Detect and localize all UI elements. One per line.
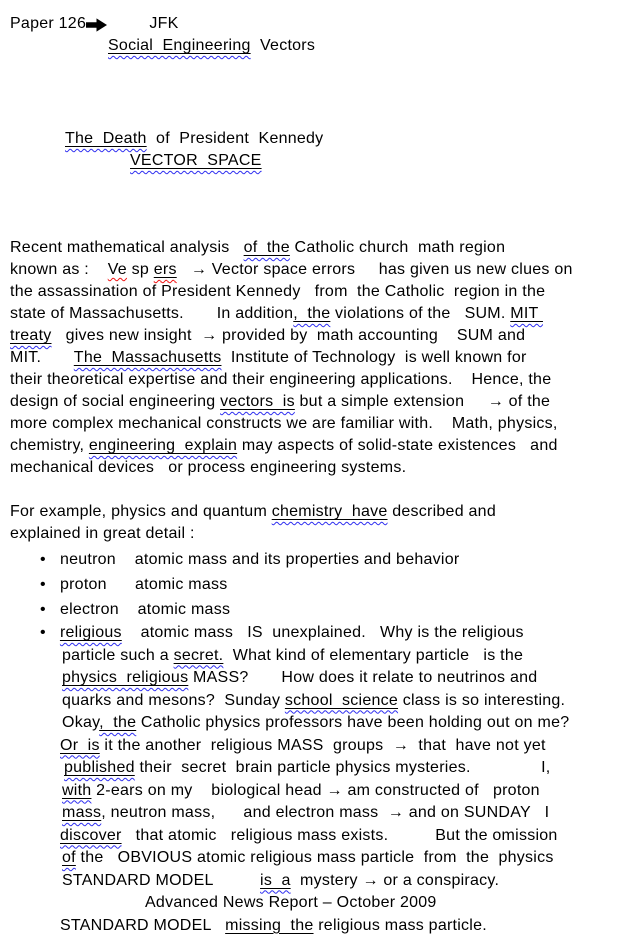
text-segment: but a simple extension → of the	[294, 393, 551, 410]
para1-line-1	[0, 237, 639, 259]
underlined-text	[74, 349, 222, 366]
para1-line-3	[0, 281, 639, 303]
text-segment: known as :	[10, 261, 108, 278]
text-segment: the OBVIOUS atomic religious mass particle from the physics	[75, 849, 554, 866]
grammar-squiggle-text: Or is	[60, 736, 100, 754]
title-line-1	[0, 128, 639, 150]
bullet-religious-line-8	[0, 780, 639, 803]
underlined-text	[108, 37, 251, 54]
underlined-text	[10, 327, 52, 344]
underlined-text	[60, 737, 100, 754]
spelling-squiggle-text: ers	[153, 261, 177, 278]
text-segment: Vectors	[250, 37, 316, 54]
bullet-religious-line-9	[0, 802, 639, 825]
text-segment: more complex mechanical constructs we are familiar with. Math, physics,	[10, 415, 558, 432]
text-segment: MASS? How does it relate to neutrinos and	[188, 669, 538, 686]
para1-line-9	[0, 413, 639, 435]
underlined-text	[62, 804, 101, 821]
para1-line-11	[0, 457, 639, 479]
bullet-religious-line-4	[0, 690, 639, 713]
text-segment: STANDARD MODEL	[62, 871, 261, 889]
text-segment: Institute of Technology is well known for	[221, 349, 527, 366]
para1-line-4	[0, 303, 639, 325]
underlined-text	[244, 239, 290, 256]
text-segment: What kind of elementary particle is the	[223, 646, 524, 664]
grammar-squiggle-text: missing the	[225, 916, 314, 934]
grammar-squiggle-text: vectors is	[220, 393, 295, 410]
text-segment: it the another religious MASS groups → that have not yet	[99, 736, 546, 754]
para1-line-10	[0, 435, 639, 457]
text-segment: of President Kennedy	[146, 130, 324, 147]
bullet-religious-line-12	[0, 870, 639, 893]
grammar-squiggle-text: chemistry have	[271, 503, 388, 520]
text-segment: may aspects of solid-state existences and	[237, 437, 558, 454]
grammar-squiggle-text: Social Engineering	[108, 37, 251, 54]
text-segment: Catholic physics professors have been holding out on me?	[136, 714, 570, 731]
text-segment: •	[40, 624, 60, 641]
underlined-text	[285, 692, 398, 709]
underlined-text	[154, 261, 177, 278]
bullet-religious-line-2	[0, 645, 639, 668]
para2-line-1	[0, 501, 639, 523]
underlined-text	[130, 152, 262, 169]
text-segment: class is so interesting.	[398, 691, 566, 709]
underlined-text	[293, 305, 330, 322]
grammar-squiggle-text: , the	[293, 305, 331, 322]
underlined-text	[62, 669, 188, 686]
grammar-squiggle-text: school science	[284, 691, 399, 709]
text-segment: their secret brain particle physics mysteries. I,	[134, 759, 551, 776]
underlined-text	[62, 849, 76, 866]
para2-line-2	[0, 523, 639, 545]
underlined-text	[89, 437, 237, 454]
grammar-squiggle-text: physics religious	[62, 669, 189, 686]
text-segment: state of Massachusetts. In addition	[10, 305, 294, 322]
bullet-religious-line-5	[0, 712, 639, 735]
grammar-squiggle-text: VECTOR SPACE	[130, 152, 262, 169]
underlined-text	[510, 305, 543, 322]
text-segment: chemistry,	[10, 437, 89, 454]
text-segment: the assassination of President Kennedy from the Catholic region in the	[10, 283, 546, 300]
bullet-religious-line-7	[0, 757, 639, 780]
bullet-religious-line-11	[0, 847, 639, 870]
underlined-text	[60, 624, 122, 641]
grammar-squiggle-text: religious	[59, 624, 122, 641]
grammar-squiggle-text: The Massachusetts	[73, 349, 222, 366]
grammar-squiggle-text: with	[62, 781, 92, 799]
para1-line-7	[0, 369, 639, 391]
underlined-text	[272, 503, 388, 520]
grammar-squiggle-text: The Death	[65, 130, 147, 147]
text-segment: that atomic religious mass exists. But the omission	[121, 826, 558, 844]
text-segment: Okay	[62, 714, 100, 731]
text-segment: 2-ears on my biological head → am constructed of proton	[91, 781, 540, 799]
bullet-religious-line-1	[0, 622, 639, 645]
text-segment: described and	[387, 503, 496, 520]
text-segment: MIT.	[10, 349, 74, 366]
underlined-text	[174, 647, 224, 664]
underlined-text	[62, 782, 91, 799]
text-segment: gives new insight → provided by math accounting SUM and	[51, 327, 526, 344]
bullet-proton	[0, 572, 639, 597]
text-segment: For example, physics and quantum	[10, 503, 272, 520]
bullet-religious-line-10	[0, 825, 639, 848]
text-segment: quarks and mesons? Sunday	[62, 691, 285, 709]
grammar-squiggle-text: of	[62, 849, 76, 866]
attribution-line	[0, 892, 639, 915]
grammar-squiggle-text: discover	[60, 826, 122, 844]
text-segment: mystery → or a conspiracy.	[290, 871, 500, 889]
text-segment: violations of the SUM.	[330, 305, 511, 322]
text-segment: their theoretical expertise and their engineering applications. Hence, the	[10, 371, 552, 388]
grammar-squiggle-text: mass	[62, 804, 102, 821]
bullet-electron	[0, 597, 639, 622]
grammar-squiggle-text: of the	[243, 239, 290, 256]
para1-line-6	[0, 347, 639, 369]
para1-line-2	[0, 259, 639, 281]
text-segment: mechanical devices or process engineering systems.	[10, 459, 407, 476]
para1-line-5	[0, 325, 639, 347]
grammar-squiggle-text: secret.	[173, 646, 224, 664]
spelling-squiggle-text: Ve	[107, 261, 127, 278]
header-line-paper	[0, 13, 639, 35]
text-segment: • electron atomic mass	[40, 601, 231, 618]
text-segment: STANDARD MODEL	[60, 916, 226, 934]
text-segment: → Vector space errors has given us new clues on	[176, 261, 573, 278]
header-line-subtitle	[0, 35, 639, 57]
grammar-squiggle-text: treaty	[10, 327, 52, 344]
text-segment: religious mass particle.	[313, 916, 487, 934]
text-segment: JFK	[107, 15, 179, 32]
text-segment: Catholic church math region	[289, 239, 506, 256]
underlined-text	[65, 130, 147, 147]
grammar-squiggle-text: published	[64, 759, 135, 776]
bullet-neutron	[0, 547, 639, 572]
title-line-2	[0, 150, 639, 172]
bullet-religious-line-6	[0, 735, 639, 758]
text-segment: sp	[126, 261, 154, 278]
bullet-religious-line-3	[0, 667, 639, 690]
arrow-right-bold-icon	[86, 18, 107, 32]
text-segment: Recent mathematical analysis	[10, 239, 244, 256]
text-segment: particle such a	[62, 646, 174, 664]
text-segment: explained in great detail :	[10, 525, 195, 542]
underlined-text	[64, 759, 135, 776]
text-segment: • proton atomic mass	[40, 576, 228, 593]
underlined-text	[225, 917, 313, 934]
text-segment: , neutron mass, and electron mass → and on SUNDAY I	[101, 804, 550, 821]
underlined-text	[220, 393, 295, 410]
text-segment: Paper 126	[10, 15, 87, 32]
text-segment: atomic mass IS unexplained. Why is the religious	[121, 624, 524, 641]
grammar-squiggle-text: MIT	[510, 305, 543, 322]
para1-line-8	[0, 391, 639, 413]
underlined-text	[60, 827, 122, 844]
text-segment: • neutron atomic mass and its properties and behavior	[40, 551, 460, 568]
grammar-squiggle-text: engineering explain	[88, 437, 238, 454]
underlined-text	[260, 872, 291, 889]
grammar-squiggle-text: is a	[260, 871, 291, 889]
document	[0, 13, 639, 934]
text-segment: design of social engineering	[10, 393, 221, 410]
underlined-text	[99, 714, 136, 731]
text-segment: Advanced News Report – October 2009	[145, 894, 437, 911]
closing-line	[0, 915, 639, 934]
grammar-squiggle-text: , the	[99, 714, 137, 731]
